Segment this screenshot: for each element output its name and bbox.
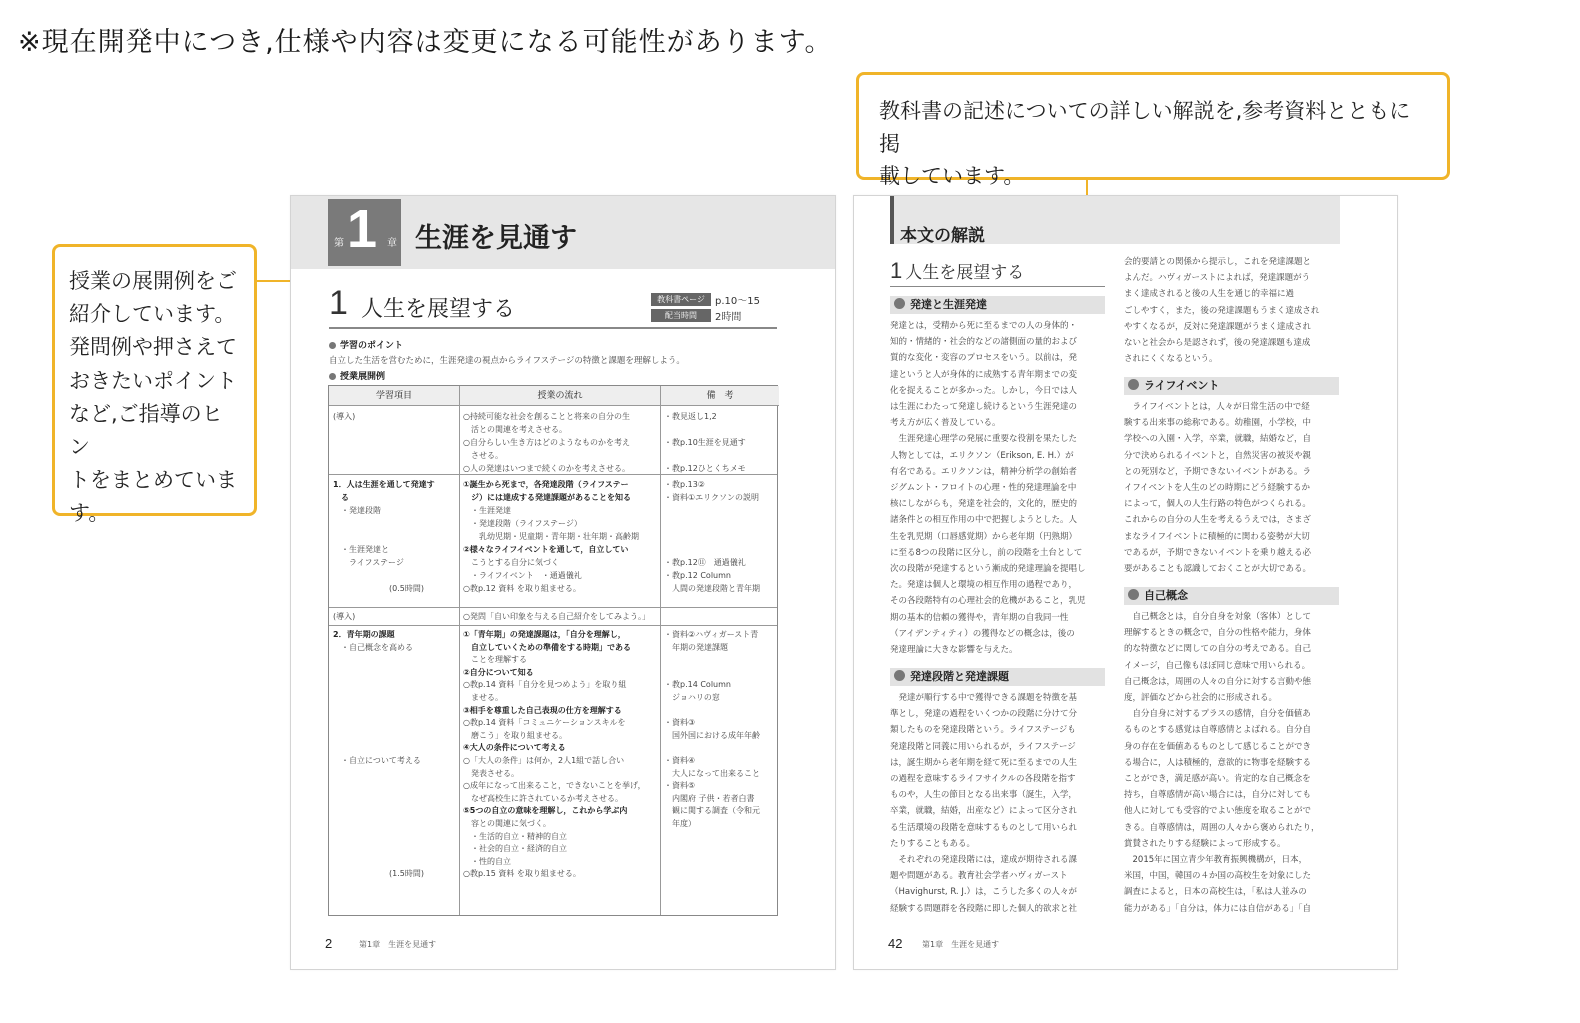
table-cell-line: ○発問「自い印象を与える自己紹介をしてみよう。」	[463, 612, 650, 621]
callout-line: 載しています。	[879, 164, 1025, 189]
page-number: 2	[325, 936, 333, 951]
text-line: ないと社会から是認されず，後の発達課題も達成	[1124, 338, 1311, 349]
table-cell-line: ・資料⑤	[664, 781, 696, 791]
table-cell-line: ・自己概念を高める	[333, 642, 413, 652]
table-cell-line: 2．青年期の課題	[333, 630, 395, 639]
callout-line: 教科書の記述についての詳しい解説を,参考資料とともに掲	[879, 99, 1411, 156]
text-line: 自分自身に対するプラスの感情，自分を価値あ	[1124, 709, 1311, 720]
table-cell-line: ライフステージ	[333, 558, 404, 567]
text-line: ごしやすく，また，後の発達課題もうまく達成され	[1124, 305, 1320, 316]
table-cell-line: ①「青年期」の発達課題は，「自分を理解し，	[463, 630, 626, 639]
learning-point-text: 自立した生活を営むために，生涯発達の視点からライフステージの特徴と課題を理解しよう。	[329, 356, 685, 366]
text-line: 調査によると，日本の高校生は，「私は人並みの	[1124, 887, 1307, 898]
table-cell-line: ませる。	[463, 693, 503, 702]
commentary-section-number: 1	[890, 258, 903, 283]
section-divider	[890, 286, 1105, 287]
table-cell-line: ・教p.12 Column	[664, 571, 731, 580]
table-cell-line: る	[333, 493, 349, 502]
table-cell-line: ○教p.14 資料「コミュニケーションスキルを	[463, 718, 626, 728]
callout-line: など,ご指導のヒン	[69, 401, 223, 459]
subsection-heading: ライフイベント	[1124, 377, 1339, 395]
text-line: 発達段階と同義に用いられるが，ライフステージ	[890, 741, 1076, 752]
table-cell-line: (導入)	[333, 412, 356, 421]
table-cell-line: ジョハリの窓	[664, 693, 720, 702]
table-cell-line: 人間の発達段階と青年期	[664, 584, 760, 593]
text-line: （Havighurst, R. J.）は，こうした多くの人々が	[890, 887, 1078, 898]
commentary-body-text	[1124, 399, 1339, 579]
table-cell-line: ②自分について知る	[463, 667, 534, 677]
text-line: （アイデンティティ）の獲得などの概念は，後の	[890, 628, 1075, 639]
section-title: 人生を展望する	[361, 297, 516, 322]
page-number: 42	[888, 936, 903, 951]
text-line: る生活環境の段階を意味するものとして用いられ	[890, 822, 1078, 833]
table-cell-line: ・教p.12⑪ 通過儀礼	[664, 558, 746, 567]
text-line: 験する出来事の総称である。幼稚園，小学校，中	[1124, 418, 1312, 429]
commentary-body-text	[890, 318, 1105, 663]
text-line: 生涯発達心理学の発展に重要な役割を果たした	[890, 434, 1078, 445]
table-cell-line: 観に関する調査（令和元	[664, 806, 760, 816]
table-cell-line: ・資料②ハヴィガースト青	[664, 630, 759, 639]
callout-line: トをまとめていま	[69, 468, 237, 493]
text-line: 化を捉えることが多かった。しかし，今日では人	[890, 385, 1078, 396]
table-cell-line: ・発達段階	[333, 506, 381, 515]
callout-line: おきたいポイント	[69, 368, 237, 393]
text-line: 質的な変化・変容のプロセスをいう。以前は，発	[890, 353, 1078, 364]
text-line: る場合に，人は積極的，意欲的に物事を経験する	[1124, 757, 1312, 768]
text-line: に至る8つの段階に区分し，前の段階を土台として	[890, 547, 1083, 558]
text-line: これからの自分の人生を考えるうえでは，さまざ	[1124, 515, 1312, 526]
commentary-body-text	[1124, 254, 1339, 370]
text-line: 核にしながらも，発達を社会的，文化的，歴史的	[890, 499, 1078, 510]
table-cell-line: こうとする自分に気づく	[463, 558, 559, 567]
table-cell-line: 磨こう」を取り組ませる。	[463, 730, 567, 740]
allotted-time-tag: 配当時間	[651, 309, 711, 322]
table-header: 学習項目	[329, 386, 459, 406]
lesson-plan-table	[328, 385, 778, 916]
text-line: 経験する問題群を各段階に即した個人的欲求と社	[890, 903, 1078, 914]
text-line: 学校への入園・入学，卒業，就職，結婚など，自	[1124, 434, 1312, 445]
commentary-title: 本文の解説	[900, 226, 985, 246]
text-line: やすくなるが，反対に発達課題がうまく達成され	[1124, 321, 1312, 332]
section-divider	[329, 327, 777, 329]
text-line: 会的要請との関係から提示し，これを発達課題と	[1124, 257, 1312, 267]
table-cell-line: 自立していくための準備をする時期」である	[463, 642, 631, 652]
text-line: まなライフイベントに積極的に関わる姿勢が大切	[1124, 531, 1310, 542]
text-line: それぞれの発達段階には，達成が期待される課	[890, 855, 1078, 866]
text-line: た。発達は個人と環境の相互作用の過程であり，	[890, 580, 1078, 591]
callout-line: 紹介しています。	[69, 302, 236, 327]
text-line: ライフイベントとは，人々が日常生活の中で経	[1124, 402, 1310, 412]
table-cell-line: 大人になって出来ること	[664, 768, 760, 778]
table-cell-line: ○教p.12 資料 を取り組ませる。	[463, 584, 581, 593]
table-cell-line: ○自分らしい生き方はどのようなものかを考え	[463, 438, 630, 447]
table-cell-line: 乳幼児期・児童期・青年期・壮年期・高齢期	[463, 532, 639, 541]
table-cell-line: 国外国における成年年齢	[664, 730, 760, 740]
table-cell-line: ○教p.15 資料 を取り組ませる。	[463, 869, 581, 879]
lesson-plan-callout	[52, 244, 257, 526]
table-cell-line: ②様々なライフイベントを通して，自立してい	[463, 545, 629, 554]
text-line: 米国，中国，韓国の４か国の高校生を対象にした	[1124, 871, 1312, 882]
chapter-number: 1	[347, 199, 378, 259]
table-cell-line: (導入)	[333, 612, 356, 621]
table-cell-line: させる。	[463, 451, 503, 460]
text-line: は，誕生期から老年期を経て死に至るまでの人生	[890, 757, 1078, 768]
table-cell-line: 内閣府 子供・若者白書	[664, 793, 755, 803]
subsection-heading: 発達と生涯発達	[890, 296, 1105, 314]
table-cell-line: ・教見返し1,2	[664, 412, 717, 421]
text-line: 有名である。エリクソンは，精神分析学の創始者	[890, 466, 1077, 477]
table-cell-line: ・教p.14 Column	[664, 680, 731, 690]
text-line: によって，個人の人生行路の特色がつくられる。	[1124, 499, 1311, 510]
text-line: との死別など，予期できないイベントがある。ラ	[1124, 466, 1312, 477]
text-line: 分で決められるイベントと，自然災害の被災や親	[1124, 450, 1312, 461]
text-line: 要があることも認識しておくことが大切である。	[1124, 564, 1312, 575]
text-line: は生涯にわたって発達し続けるという生涯発達の	[890, 402, 1078, 413]
text-line: 発達理論に大きな影響を与えた。	[890, 645, 1018, 656]
table-cell-line: ・社会的自立・経済的自立	[463, 844, 567, 854]
table-column-rule	[660, 386, 661, 915]
table-cell-line: ・ライフイベント ・通過儀礼	[463, 571, 582, 580]
text-line: 卒業，就職，結婚，出産など）によって区分され	[890, 806, 1078, 817]
table-cell-line: ・資料③	[664, 718, 696, 728]
text-line: 自己概念は，周囲の人々の自分に対する言動や態	[1124, 676, 1312, 687]
table-cell-line: 1．人は生涯を通して発達す	[333, 480, 435, 489]
table-cell-line: ③相手を尊重した自己表現の仕方を理解する	[463, 705, 622, 715]
commentary-body-text	[1124, 609, 1339, 922]
textbook-page-value: p.10〜15	[715, 296, 760, 307]
table-cell-line: ことを理解する	[463, 655, 527, 665]
text-line: 賞賛されたりする経験によって形成する。	[1124, 838, 1286, 849]
text-line: 理解するときの概念で，自分の性格や能力，身体	[1124, 628, 1311, 639]
table-cell-line: ・教p.13②	[664, 480, 705, 489]
learning-point-heading: 学習のポイント	[329, 338, 403, 351]
table-cell-line: ○「大人の条件」は何か，2人1組で話し合い	[463, 756, 625, 765]
table-cell-line: ④大人の条件について考える	[463, 743, 566, 753]
table-cell-line: ・資料④	[664, 756, 696, 765]
text-line: 期の基本的信頼の獲得や，青年期の自我同一性	[890, 612, 1069, 623]
lesson-plan-heading: 授業展開例	[329, 369, 385, 382]
table-cell-line: 年期の発達課題	[664, 642, 728, 652]
text-line: 他人に対しても受容的でよい態度を取ることがで	[1124, 806, 1312, 817]
table-cell-line: ・教p.12ひとくちメモ	[664, 464, 746, 473]
table-cell-line: なぜ高校生に許されているか考えさせる。	[463, 793, 623, 803]
table-row-rule	[329, 625, 777, 626]
text-line: 2015年に国立青少年教育振興機構が，日本，	[1124, 855, 1308, 866]
table-cell-line: (0.5時間)	[333, 584, 424, 593]
text-line: 自己概念とは，自分自身を対象（客体）として	[1124, 612, 1312, 622]
callout-line: す。	[69, 501, 110, 526]
text-line: イフイベントを人生のどの時期にどう経験するか	[1124, 483, 1310, 494]
text-line: 諸条件との相互作用の中で把握しようとした。人	[890, 515, 1078, 526]
text-line: るものとする感覚は自尊感情とよばれる。自分自	[1124, 725, 1312, 736]
chapter-prefix: 第	[334, 238, 344, 249]
text-line: 人物としては，エリクソン（Erikson, E. H.）が	[890, 450, 1074, 461]
subsection-heading: 発達段階と発達課題	[890, 668, 1105, 686]
text-line: 的な特徴などに関しての自分の考えである。自己	[1124, 644, 1312, 655]
text-line: その各段階特有の心理社会的危機があること，乳児	[890, 596, 1086, 607]
commentary-callout	[856, 72, 1450, 189]
text-line: 準とし，発達の過程をいくつかの段階に分けて分	[890, 709, 1078, 720]
text-line: まく達成されると後の人生を通じ的幸福に過	[1124, 289, 1295, 300]
text-line: 類したものを発達段階という。ライフステージも	[890, 725, 1076, 736]
text-line: 能力がある」「自分は，体力には自信がある」「自	[1124, 903, 1312, 914]
table-cell-line: ・性的自立	[463, 856, 511, 866]
table-header: 備 考	[661, 386, 779, 406]
table-cell-line: 発表させる。	[463, 768, 519, 778]
callout-line: 発問例や押さえて	[69, 335, 237, 360]
text-line: 持ち，自尊感情が高い場合には，自分に対しても	[1124, 790, 1312, 801]
text-line: の過程を意味するライフサイクルの各段階を指す	[890, 774, 1076, 785]
text-line: されにくくなるという。	[1124, 354, 1218, 365]
table-cell-line: 容との関連に気づく。	[463, 819, 551, 828]
commentary-section-title	[890, 258, 1024, 284]
text-line: 生を乳児期（口唇感覚期）から老年期（円熟期）	[890, 531, 1078, 542]
text-line: ものや，人生の節目となる出来事（誕生，入学，	[890, 790, 1077, 801]
section-number: 1	[329, 284, 348, 322]
allotted-time-value: 2時間	[715, 312, 742, 323]
text-line: 度，評価などから社会的に形成される。	[1124, 693, 1278, 704]
text-line: 知的・情緒的・社会的などの諸側面の量的および	[890, 337, 1078, 348]
table-cell-line: ○教p.14 資料「自分を見つめよう」を取り組	[463, 680, 627, 690]
table-cell-line: ・発達段階（ライフステージ）	[463, 519, 582, 528]
text-line: ジグムント・フロイトの心理・性的発達理論を中	[890, 483, 1077, 494]
running-footer: 第1章 生涯を見通す	[922, 940, 1000, 949]
text-line: たりすることもある。	[890, 838, 976, 849]
table-cell-line: ・教p.10生涯を見通す	[664, 438, 746, 447]
chapter-suffix: 章	[387, 238, 397, 249]
table-header: 授業の流れ	[460, 386, 660, 406]
development-notice: ※現在開発中につき,仕様や内容は変更になる可能性があります。	[18, 27, 833, 58]
table-cell-line: ○人の発達はいつまで続くのかを考えさせる。	[463, 464, 630, 473]
commentary-body-text	[890, 690, 1105, 922]
text-line: 題や問題がある。教育社会学者ハヴィガースト	[890, 871, 1068, 882]
callout-line: 授業の展開例をご	[69, 269, 237, 293]
commentary-section-label: 人生を展望する	[905, 263, 1025, 283]
table-cell-line: ・生活的自立・精神的自立	[463, 831, 567, 841]
table-cell-line: 年度）	[664, 819, 696, 828]
table-column-rule	[459, 386, 460, 915]
lesson-plan-page	[290, 195, 836, 970]
table-row-rule	[329, 607, 777, 608]
running-footer: 第1章 生涯を見通す	[359, 940, 437, 949]
text-line: 次の段階が発達するという漸成的発達理論を提唱し	[890, 564, 1086, 575]
table-cell-line: ○持続可能な社会を創ることと将来の自分の生	[463, 412, 630, 421]
text-line: きる。自尊感情は，周囲の人々から褒められたり，	[1124, 822, 1320, 833]
text-line: 身の存在を価値あるものとして感じることができ	[1124, 741, 1312, 752]
table-cell-line: ・生涯発達	[463, 506, 511, 515]
text-line: 発達が順行する中で獲得できる課題を特徴を基	[890, 693, 1078, 703]
text-line: 発達とは，受精から死に至るまでの人の身体的・	[890, 321, 1078, 331]
chapter-title: 生涯を見通す	[415, 223, 577, 254]
text-line: よんだ。ハヴィガーストによれば，発達課題がう	[1124, 273, 1311, 284]
text-line: 考え方が広く普及している。	[890, 418, 1001, 429]
table-cell-line: ・生涯発達と	[333, 545, 389, 554]
table-cell-line: 活との関連を考えさせる。	[463, 425, 567, 434]
text-line: イメージ，自己像もほぼ同じ意味で用いられる。	[1124, 660, 1311, 671]
text-line: 達というと人が身体的に成熟する青年期までの変	[890, 369, 1078, 380]
text-line: であるが，予期できないイベントを乗り越える必	[1124, 547, 1312, 558]
table-cell-line: ⑤5つの自立の意味を理解し，これから学ぶ内	[463, 806, 628, 816]
table-cell-line: (1.5時間)	[333, 869, 424, 879]
table-cell-line: ○成年になって出来ること，できないことを挙げ，	[463, 781, 646, 791]
table-cell-line: ジ）には達成する発達課題があることを知る	[463, 493, 631, 502]
commentary-page	[853, 195, 1398, 970]
table-cell-line: ①誕生から死まで，各発達段階（ライフステー	[463, 480, 629, 489]
table-cell-line: ・資料①エリクソンの説明	[664, 493, 760, 502]
textbook-page-tag: 教科書ページ	[651, 293, 711, 306]
subsection-heading: 自己概念	[1124, 587, 1339, 605]
table-cell-line: ・自立について考える	[333, 756, 421, 765]
text-line: ことができ，満足感が高い。肯定的な自己概念を	[1124, 774, 1311, 785]
